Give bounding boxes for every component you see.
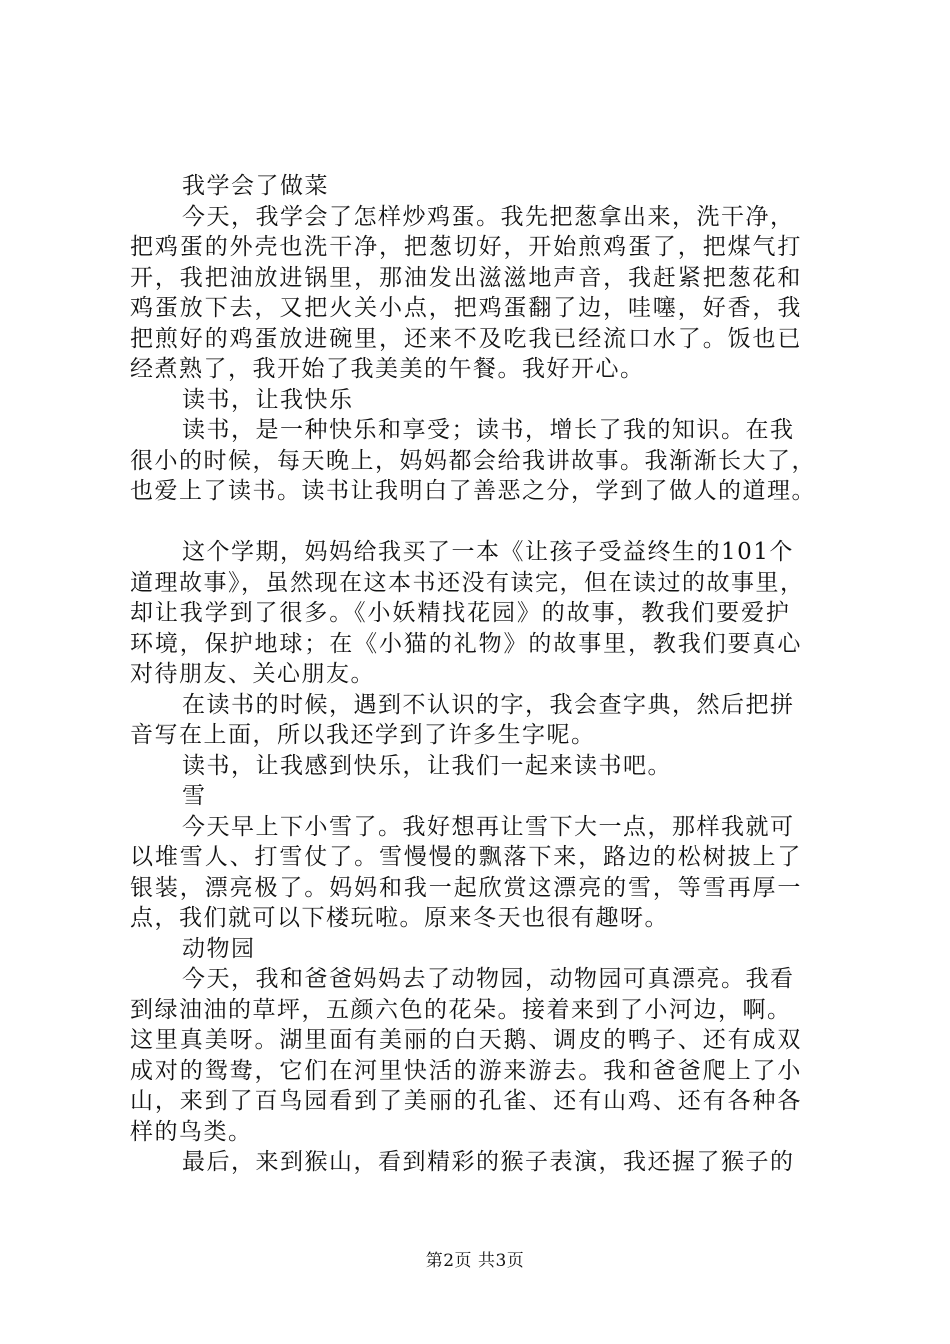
paragraph-line: 到绿油油的草坪，五颜六色的花朵。接着来到了小河边，啊。 — [130, 996, 792, 1023]
blank-line — [130, 507, 840, 538]
title-reading: 读书，让我快乐 — [182, 386, 354, 413]
paragraph-line: 环境，保护地球；在《小猫的礼物》的故事里，教我们要真心 — [130, 630, 803, 657]
paragraph-line: 样的鸟类。 — [130, 1118, 253, 1145]
paragraph-line: 也爱上了读书。读书让我明白了善恶之分，学到了做人的道理。 — [130, 478, 816, 504]
title-cooking: 我学会了做菜 — [182, 173, 329, 199]
paragraph-line: 经煮熟了，我开始了我美美的午餐。我好开心。 — [130, 356, 645, 382]
paragraph-line: 点，我们就可以下楼玩啦。原来冬天也很有趣呀。 — [130, 905, 669, 931]
paragraph-line: 很小的时候，每天晚上，妈妈都会给我讲故事。我渐渐长大了， — [130, 447, 816, 474]
paragraph-line: 今天，我和爸爸妈妈去了动物园，动物园可真漂亮。我看 — [182, 966, 795, 992]
paragraph-line: 却让我学到了很多。《小妖精找花园》的故事，教我们要爱护 — [130, 600, 791, 626]
title-zoo: 动物园 — [182, 935, 256, 962]
paragraph-line: 对待朋友、关心朋友。 — [130, 661, 375, 687]
paragraph-line: 这个学期，妈妈给我买了一本《让孩子受益终生的101个 — [182, 539, 794, 565]
paragraph-line: 在读书的时候，遇到不认识的字，我会查字典，然后把拼 — [182, 691, 795, 718]
document-body — [130, 171, 840, 1178]
paragraph-line: 把鸡蛋的外壳也洗干净，把葱切好，开始煎鸡蛋了，把煤气打 — [130, 234, 803, 260]
paragraph-line: 读书，让我感到快乐，让我们一起来读书吧。 — [182, 752, 672, 779]
paragraph-line: 今天，我学会了怎样炒鸡蛋。我先把葱拿出来，洗干净， — [182, 203, 795, 230]
paragraph-line: 音写在上面，所以我还学到了许多生字呢。 — [130, 722, 596, 748]
paragraph-line: 把煎好的鸡蛋放进碗里，还来不及吃我已经流口水了。饭也已 — [130, 325, 803, 352]
title-snow: 雪 — [182, 783, 207, 809]
paragraph-line: 道理故事》，虽然现在这本书还没有读完，但在读过的故事里， — [130, 569, 805, 596]
paragraph-line: 最后，来到猴山，看到精彩的猴子表演，我还握了猴子的 — [182, 1149, 795, 1175]
paragraph-line: 开，我把油放进锅里，那油发出滋滋地声音，我赶紧把葱花和 — [130, 264, 803, 291]
page-footer: 第2页 共3页 — [425, 1251, 525, 1271]
paragraph-line: 这里真美呀。湖里面有美丽的白天鹅、调皮的鸭子、还有成双 — [130, 1027, 803, 1053]
paragraph-line: 今天早上下小雪了。我好想再让雪下大一点，那样我就可 — [182, 813, 795, 840]
paragraph-line: 读书，是一种快乐和享受；读书，增长了我的知识。在我 — [182, 417, 795, 443]
paragraph-line: 银装，漂亮极了。妈妈和我一起欣赏这漂亮的雪，等雪再厚一 — [130, 874, 803, 901]
paragraph-line: 成对的鸳鸯，它们在河里快活的游来游去。我和爸爸爬上了小 — [130, 1057, 803, 1084]
paragraph-line: 山，来到了百鸟园看到了美丽的孔雀、还有山鸡、还有各种各 — [130, 1088, 803, 1114]
paragraph-line: 鸡蛋放下去，又把火关小点，把鸡蛋翻了边，哇噻，好香，我 — [130, 295, 803, 321]
paragraph-line: 以堆雪人、打雪仗了。雪慢慢的飘落下来，路边的松树披上了 — [130, 844, 803, 870]
